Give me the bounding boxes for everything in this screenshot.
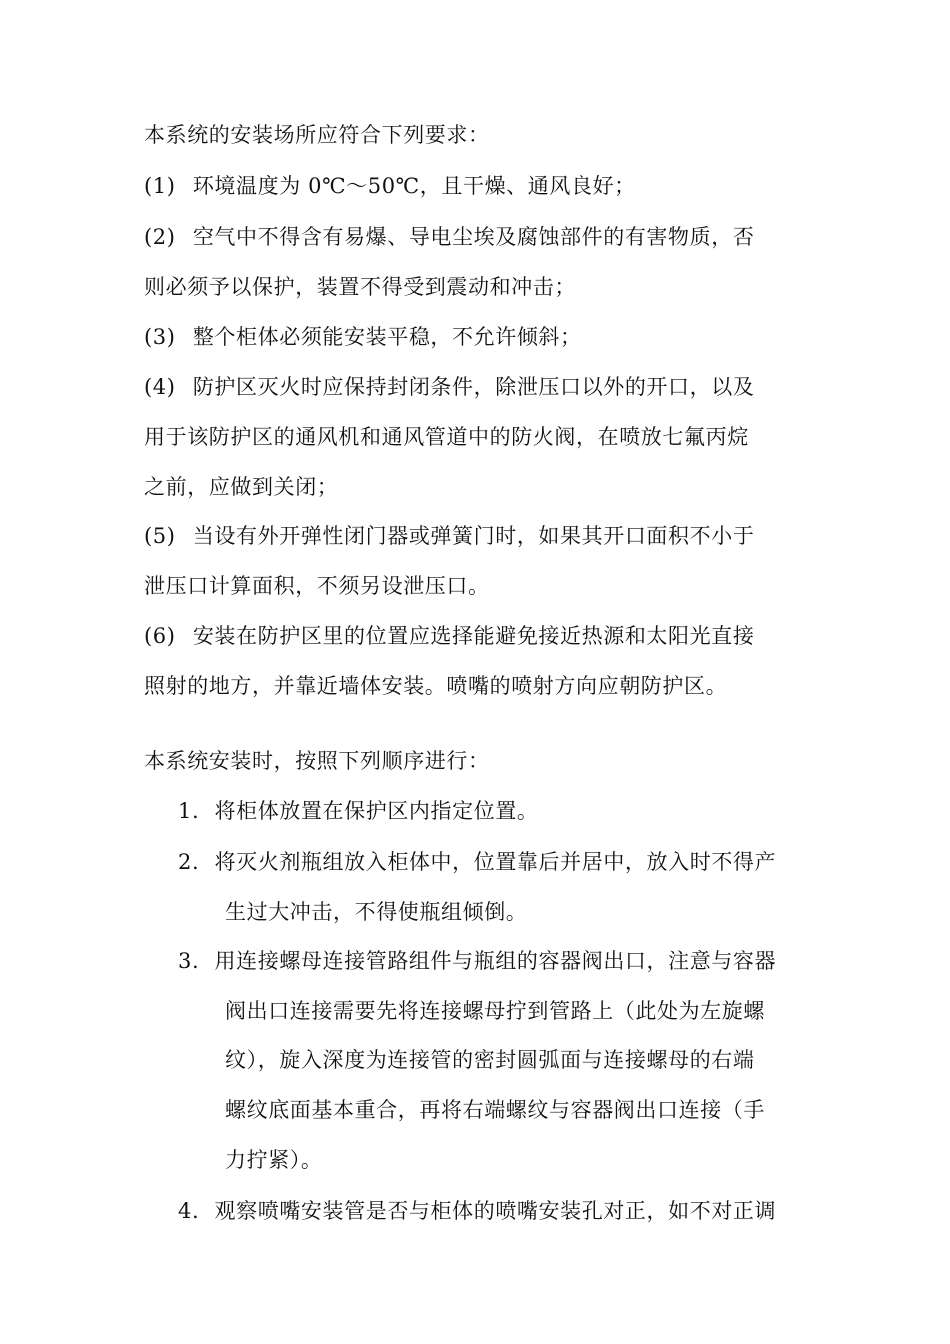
step-text: 用连接螺母连接管路组件与瓶组的容器阀出口，注意与容器 (214, 949, 777, 973)
requirement-number: (3) (144, 325, 176, 349)
step-4 (178, 1197, 776, 1225)
requirement-2 (144, 223, 754, 251)
requirement-4-cont-2: 之前，应做到关闭； (144, 475, 339, 499)
requirement-6-cont: 照射的地方，并靠近墙体安装。喷嘴的喷射方向应朝防护区。 (144, 674, 728, 698)
step-3-cont-1: 阀出口连接需要先将连接螺母拧到管路上（此处为左旋螺 (225, 999, 765, 1023)
requirement-number: (6) (144, 624, 176, 648)
step-number: 3. (178, 949, 200, 973)
requirement-text: 安装在防护区里的位置应选择能避免接近热源和太阳光直接 (192, 624, 755, 648)
step-text: 将柜体放置在保护区内指定位置。 (214, 799, 539, 823)
requirement-text: 环境温度为 0℃～50℃，且干燥、通风良好； (192, 174, 636, 198)
requirement-text: 空气中不得含有易爆、导电尘埃及腐蚀部件的有害物质，否 (192, 225, 755, 249)
requirement-number: (5) (144, 524, 176, 548)
requirement-6 (144, 622, 754, 650)
requirement-5 (144, 522, 754, 550)
requirement-3 (144, 323, 582, 351)
step-number: 4. (178, 1199, 200, 1223)
step-number: 1. (178, 799, 200, 823)
requirement-number: (2) (144, 225, 176, 249)
requirement-text: 当设有外开弹性闭门器或弹簧门时，如果其开口面积不小于 (192, 524, 755, 548)
requirement-5-cont: 泄压口计算面积，不须另设泄压口。 (144, 574, 490, 598)
step-1 (178, 797, 539, 825)
step-2-cont: 生过大冲击，不得使瓶组倾倒。 (225, 900, 528, 924)
step-text: 观察喷嘴安装管是否与柜体的喷嘴安装孔对正，如不对正调 (214, 1199, 777, 1223)
step-3 (178, 947, 776, 975)
requirement-4-cont-1: 用于该防护区的通风机和通风管道中的防火阀，在喷放七氟丙烷 (144, 425, 749, 449)
requirement-number: (1) (144, 174, 176, 198)
step-3-cont-4: 力拧紧）。 (225, 1148, 323, 1172)
step-3-cont-2: 纹），旋入深度为连接管的密封圆弧面与连接螺母的右端 (225, 1048, 755, 1072)
requirement-number: (4) (144, 375, 176, 399)
requirement-2-cont: 则必须予以保护，装置不得受到震动和冲击； (144, 275, 576, 299)
requirement-1 (144, 172, 636, 200)
requirement-4 (144, 373, 754, 401)
section1-heading: 本系统的安装场所应符合下列要求： (144, 123, 490, 147)
section2-heading: 本系统安装时，按照下列顺序进行： (144, 749, 490, 773)
requirement-text: 防护区灭火时应保持封闭条件，除泄压口以外的开口，以及 (192, 375, 755, 399)
step-3-cont-3: 螺纹底面基本重合，再将右端螺纹与容器阀出口连接（手 (225, 1098, 765, 1122)
requirement-text: 整个柜体必须能安装平稳，不允许倾斜； (192, 325, 582, 349)
step-number: 2. (178, 850, 200, 874)
step-text: 将灭火剂瓶组放入柜体中，位置靠后并居中，放入时不得产 (214, 850, 777, 874)
step-2 (178, 848, 776, 876)
